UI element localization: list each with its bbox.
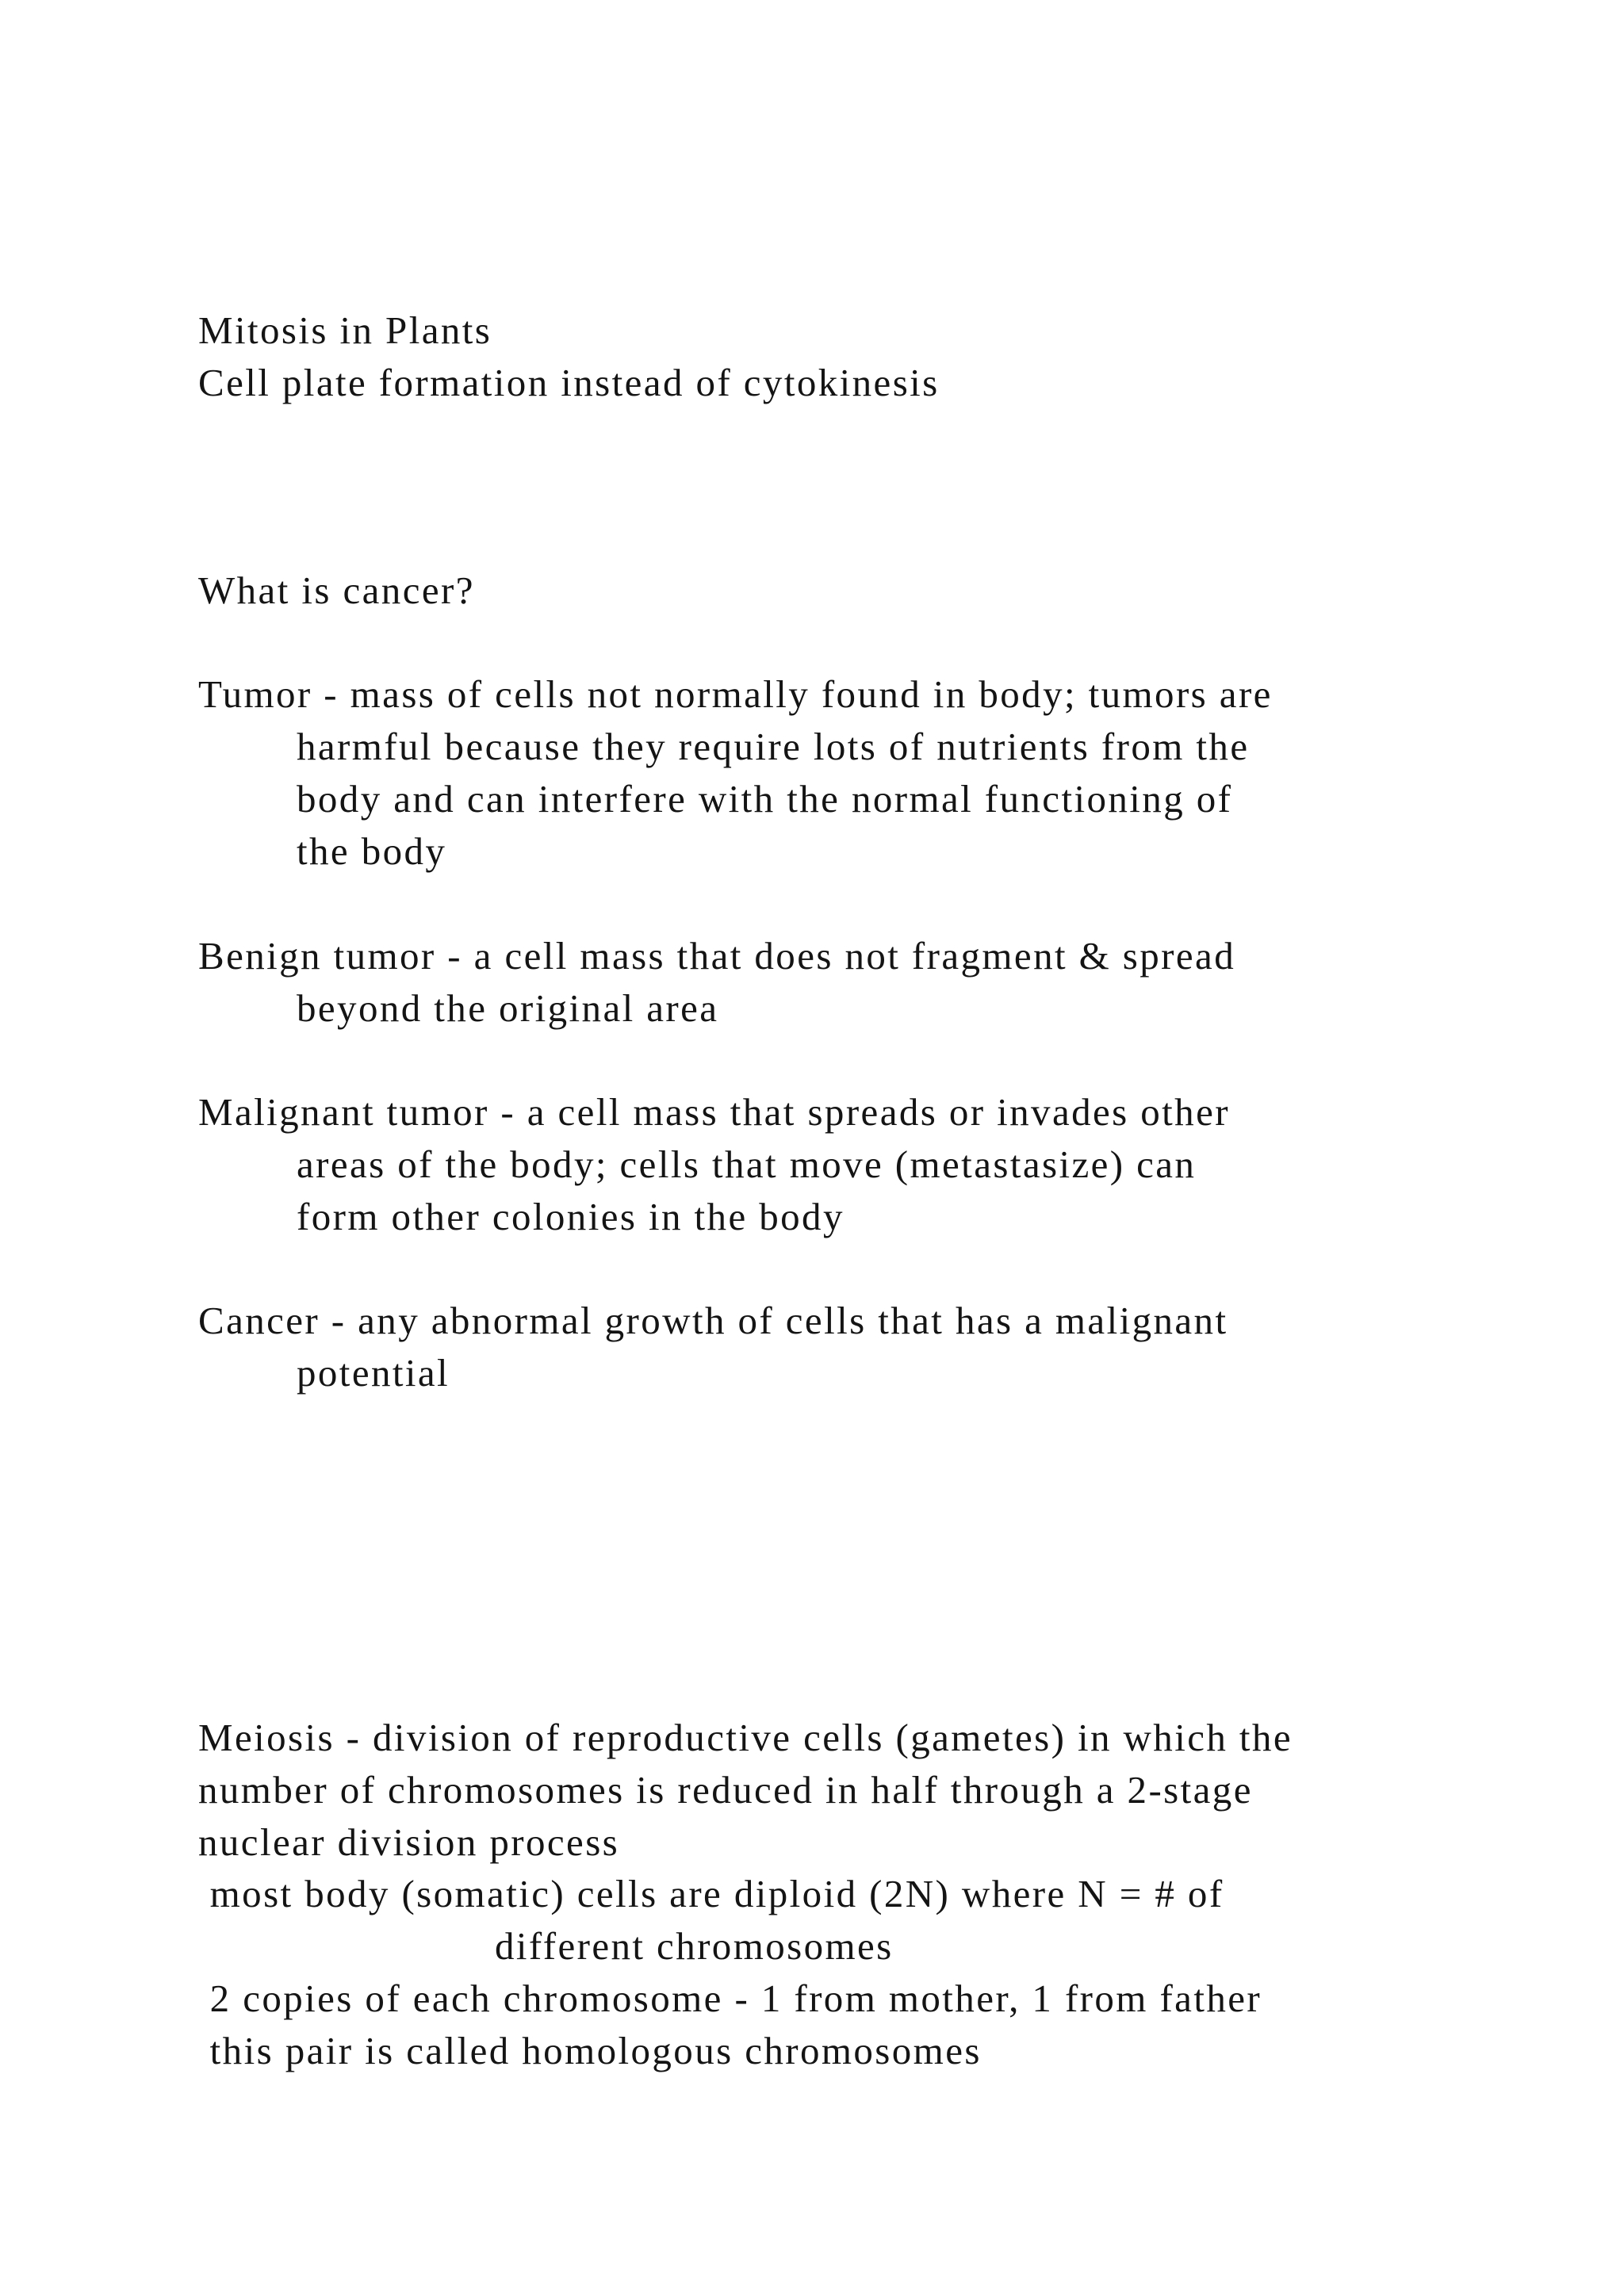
malignant-definition-line-2: areas of the body; cells that move (metastasize) can xyxy=(297,1142,1197,1186)
cancer-question: What is cancer? xyxy=(198,568,475,612)
benign-definition-line-2: beyond the original area xyxy=(297,986,719,1030)
tumor-definition-line-2: harmful because they require lots of nutrients from the xyxy=(297,725,1250,768)
tumor-definition-line-1: Tumor - mass of cells not normally found in body; tumors are xyxy=(198,672,1273,716)
diploid-note-line-1: most body (somatic) cells are diploid (2N) where N = # of xyxy=(198,1872,1224,1915)
chromosome-copies-note: 2 copies of each chromosome - 1 from mother, 1 from father xyxy=(198,1976,1262,2020)
tumor-definition-line-4: the body xyxy=(297,829,447,873)
cancer-definition-line-2: potential xyxy=(297,1351,450,1395)
benign-definition-line-1: Benign tumor - a cell mass that does not fragment & spread xyxy=(198,934,1236,978)
meiosis-definition-line-1: Meiosis - division of reproductive cells (gametes) in which the xyxy=(198,1716,1293,1759)
diploid-note-line-2: different chromosomes xyxy=(495,1924,894,1968)
tumor-definition-line-3: body and can interfere with the normal functioning of xyxy=(297,777,1233,821)
meiosis-definition-line-2: number of chromosomes is reduced in half through a 2-stage xyxy=(198,1768,1253,1812)
malignant-definition-line-1: Malignant tumor - a cell mass that spreads or invades other xyxy=(198,1090,1230,1134)
meiosis-definition-line-3: nuclear division process xyxy=(198,1820,620,1864)
mitosis-title: Mitosis in Plants xyxy=(198,308,492,352)
mitosis-subtitle: Cell plate formation instead of cytokinesis xyxy=(198,361,940,404)
malignant-definition-line-3: form other colonies in the body xyxy=(297,1195,845,1238)
cancer-definition-line-1: Cancer - any abnormal growth of cells that has a malignant xyxy=(198,1299,1228,1342)
homologous-note: this pair is called homologous chromosomes xyxy=(198,2029,982,2072)
